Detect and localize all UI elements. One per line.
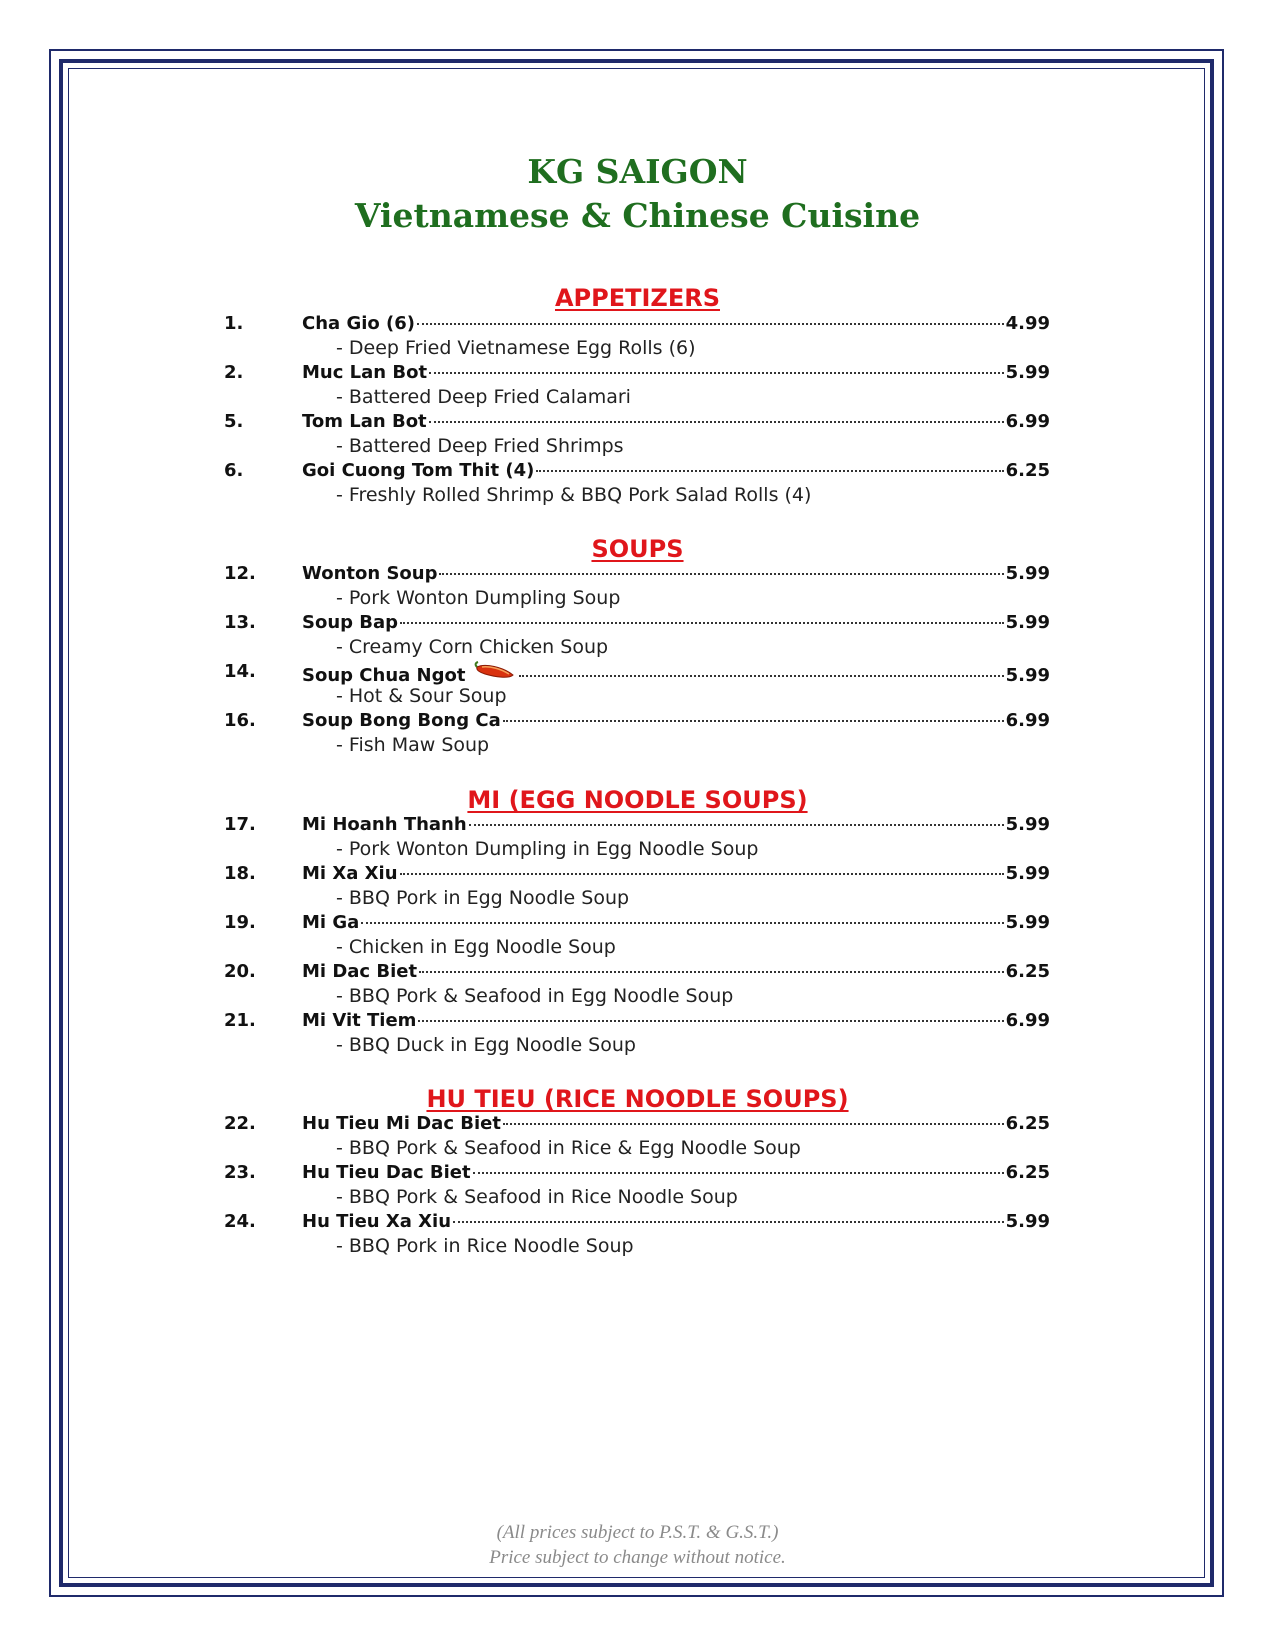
menu-item <box>302 661 1050 686</box>
item-description: - Pork Wonton Dumpling in Egg Noodle Soup <box>336 838 759 860</box>
item-description: - BBQ Pork & Seafood in Egg Noodle Soup <box>336 985 734 1007</box>
menu-item <box>302 814 1050 835</box>
menu-item <box>302 710 1050 731</box>
item-price: 5.99 <box>1005 665 1050 686</box>
menu-item <box>302 612 1050 633</box>
item-price: 6.99 <box>1005 411 1050 432</box>
dot-leader <box>469 824 1004 826</box>
item-number: 14. <box>224 661 256 682</box>
dot-leader <box>417 323 1004 325</box>
item-name: Cha Gio (6) <box>302 313 415 334</box>
item-number: 5. <box>224 411 244 432</box>
dot-leader <box>361 922 1003 924</box>
item-number: 20. <box>224 961 256 982</box>
item-price: 6.25 <box>1005 460 1050 481</box>
item-description: - Hot & Sour Soup <box>336 685 507 707</box>
item-number: 24. <box>224 1211 256 1232</box>
section-heading: MI (EGG NOODLE SOUPS) <box>467 786 808 814</box>
item-price: 5.99 <box>1005 814 1050 835</box>
menu-item <box>302 912 1050 933</box>
menu-item <box>302 1211 1050 1232</box>
item-number: 16. <box>224 710 256 731</box>
item-description: - Chicken in Egg Noodle Soup <box>336 936 616 958</box>
item-name: Hu Tieu Xa Xiu <box>302 1211 452 1232</box>
item-description: - Freshly Rolled Shrimp & BBQ Pork Salad Rolls (4) <box>336 484 812 506</box>
restaurant-name: KG SAIGON <box>527 152 748 191</box>
dot-leader <box>439 573 1003 575</box>
item-number: 23. <box>224 1162 256 1183</box>
item-description: - BBQ Pork in Egg Noodle Soup <box>336 887 630 909</box>
menu-title <box>0 150 1275 238</box>
item-description: - Fish Maw Soup <box>336 734 490 756</box>
item-name: Tom Lan Bot <box>302 411 427 432</box>
dot-leader <box>419 971 1004 973</box>
item-number: 17. <box>224 814 256 835</box>
dot-leader <box>453 1221 1004 1223</box>
cuisine-subtitle: Vietnamese & Chinese Cuisine <box>354 196 921 235</box>
dot-leader <box>400 622 1004 624</box>
item-price: 5.99 <box>1005 863 1050 884</box>
item-name: Soup Chua Ngot <box>302 665 466 686</box>
menu-item <box>302 313 1050 334</box>
menu-item <box>302 863 1050 884</box>
section-heading: SOUPS <box>591 535 684 563</box>
item-description: - Battered Deep Fried Calamari <box>336 386 631 408</box>
item-price: 4.99 <box>1005 313 1050 334</box>
dot-leader <box>503 1123 1004 1125</box>
item-price: 6.99 <box>1005 710 1050 731</box>
item-number: 19. <box>224 912 256 933</box>
item-name: Wonton Soup <box>302 563 438 584</box>
dot-leader <box>536 470 1003 472</box>
item-name: Mi Dac Biet <box>302 961 418 982</box>
dot-leader <box>503 720 1004 722</box>
menu-item <box>302 1010 1050 1031</box>
menu-item <box>302 961 1050 982</box>
item-number: 2. <box>224 362 244 383</box>
item-price: 6.25 <box>1005 1162 1050 1183</box>
item-description: - BBQ Pork & Seafood in Rice Noodle Soup <box>336 1186 738 1208</box>
item-price: 5.99 <box>1005 563 1050 584</box>
chili-pepper-icon <box>473 661 517 681</box>
item-description: - BBQ Duck in Egg Noodle Soup <box>336 1034 636 1056</box>
item-price: 6.99 <box>1005 1010 1050 1031</box>
item-description: - BBQ Pork in Rice Noodle Soup <box>336 1235 634 1257</box>
item-name: Soup Bap <box>302 612 399 633</box>
item-price: 5.99 <box>1005 362 1050 383</box>
menu-item <box>302 362 1050 383</box>
item-description: - BBQ Pork & Seafood in Rice & Egg Noodle Soup <box>336 1137 801 1159</box>
dot-leader <box>473 1172 1004 1174</box>
item-description: - Creamy Corn Chicken Soup <box>336 636 609 658</box>
dot-leader <box>429 421 1004 423</box>
item-description: - Deep Fried Vietnamese Egg Rolls (6) <box>336 337 696 359</box>
item-number: 18. <box>224 863 256 884</box>
item-price: 5.99 <box>1005 612 1050 633</box>
item-description: - Battered Deep Fried Shrimps <box>336 435 624 457</box>
menu-item <box>302 1162 1050 1183</box>
menu-item <box>302 460 1050 481</box>
dot-leader <box>418 1020 1003 1022</box>
dot-leader <box>429 372 1004 374</box>
item-number: 13. <box>224 612 256 633</box>
section-heading: HU TIEU (RICE NOODLE SOUPS) <box>426 1085 849 1113</box>
item-price: 6.25 <box>1005 1113 1050 1134</box>
item-price: 5.99 <box>1005 1211 1050 1232</box>
section-heading: APPETIZERS <box>554 284 720 312</box>
item-name: Muc Lan Bot <box>302 362 428 383</box>
dot-leader <box>400 873 1004 875</box>
item-description: - Pork Wonton Dumpling Soup <box>336 587 621 609</box>
menu-item <box>302 563 1050 584</box>
item-price: 6.25 <box>1005 961 1050 982</box>
tax-notice: (All prices subject to P.S.T. & G.S.T.) <box>496 1522 779 1543</box>
item-number: 22. <box>224 1113 256 1134</box>
item-number: 1. <box>224 313 244 334</box>
item-name: Goi Cuong Tom Thit (4) <box>302 460 535 481</box>
item-name: Mi Xa Xiu <box>302 863 398 884</box>
item-name: Mi Ga <box>302 912 360 933</box>
item-name: Hu Tieu Dac Biet <box>302 1162 471 1183</box>
menu-item <box>302 1113 1050 1134</box>
price-change-notice: Price subject to change without notice. <box>489 1547 786 1568</box>
item-number: 12. <box>224 563 256 584</box>
item-name: Soup Bong Bong Ca <box>302 710 501 731</box>
item-number: 6. <box>224 460 244 481</box>
menu-item <box>302 411 1050 432</box>
item-price: 5.99 <box>1005 912 1050 933</box>
item-name: Hu Tieu Mi Dac Biet <box>302 1113 501 1134</box>
item-name: Mi Vit Tiem <box>302 1010 417 1031</box>
item-name: Mi Hoanh Thanh <box>302 814 467 835</box>
dot-leader <box>519 675 1003 677</box>
item-number: 21. <box>224 1010 256 1031</box>
footer-notice <box>0 1520 1275 1570</box>
